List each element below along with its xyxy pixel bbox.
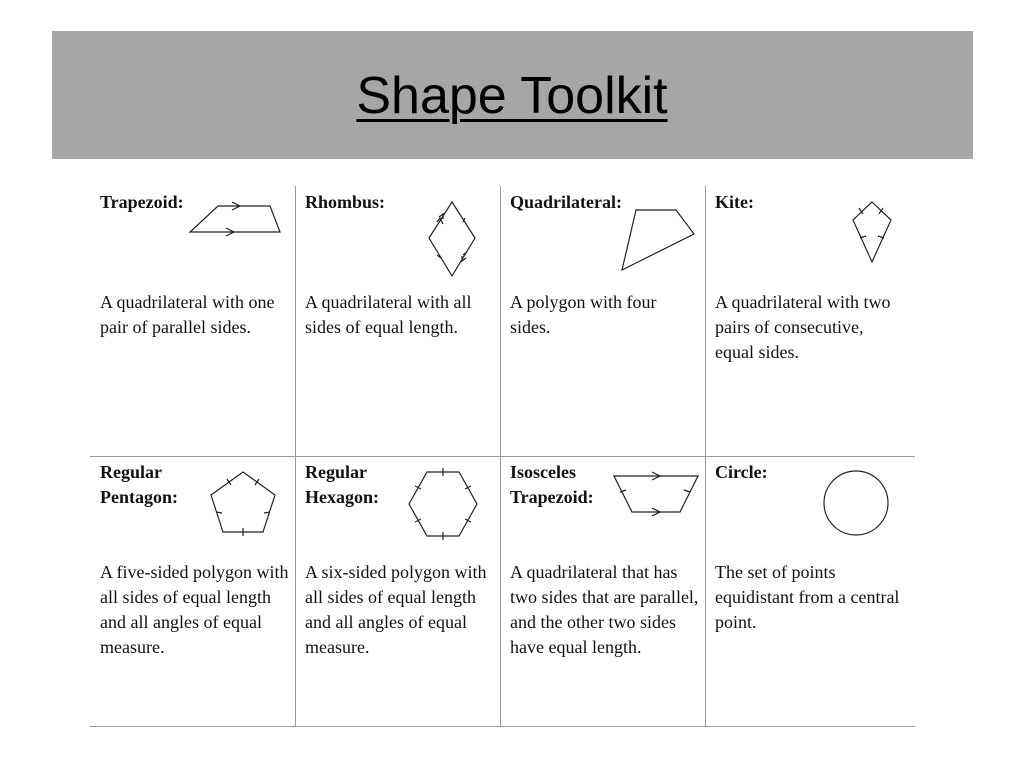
trapezoid-icon (188, 196, 288, 246)
shape-label: Isosceles Trapezoid: (510, 462, 594, 507)
shape-description: A five-sided polygon with all sides of equal length and all angles of equal measure. (100, 562, 289, 657)
quadrilateral-icon (618, 204, 708, 284)
shape-cell-quadrilateral (500, 186, 705, 456)
shape-label: Kite: (715, 192, 754, 212)
shape-cell-circle (705, 456, 915, 726)
pentagon-icon (208, 468, 288, 548)
shape-description: A quadrilateral with one pair of parallel sides. (100, 292, 275, 337)
rhombus-icon (427, 200, 487, 280)
hexagon-icon (407, 468, 487, 548)
slide-title: Shape Toolkit (356, 67, 668, 125)
shape-cell-isosceles-trapezoid (500, 456, 705, 726)
shape-description: A quadrilateral with two pairs of consecutive, equal sides. (715, 292, 891, 362)
shape-label: Trapezoid: (100, 192, 184, 212)
shape-description: A polygon with four sides. (510, 292, 657, 337)
isosceles-trapezoid-icon (610, 470, 710, 530)
shape-cell-trapezoid (90, 186, 295, 456)
shape-cell-rhombus (295, 186, 500, 456)
shape-table (90, 186, 915, 727)
shape-cell-regular-pentagon (90, 456, 295, 726)
shape-cell-regular-hexagon (295, 456, 500, 726)
shape-description: A six-sided polygon with all sides of equal length and all angles of equal measure. (305, 562, 487, 657)
shape-label: Regular Hexagon: (305, 462, 379, 507)
shape-cell-kite (705, 186, 915, 456)
kite-icon (847, 198, 907, 268)
shape-description: A quadrilateral that has two sides that are parallel, and the other two sides have equal length. (510, 562, 699, 657)
table-divider (90, 726, 915, 727)
shape-description: A quadrilateral with all sides of equal length. (305, 292, 472, 337)
shape-label: Regular Pentagon: (100, 462, 178, 507)
shape-label: Quadrilateral: (510, 192, 622, 212)
shape-label: Rhombus: (305, 192, 386, 212)
circle-icon (823, 468, 903, 548)
shape-description: The set of points equidistant from a central point. (715, 562, 900, 632)
shape-label: Circle: (715, 462, 768, 482)
